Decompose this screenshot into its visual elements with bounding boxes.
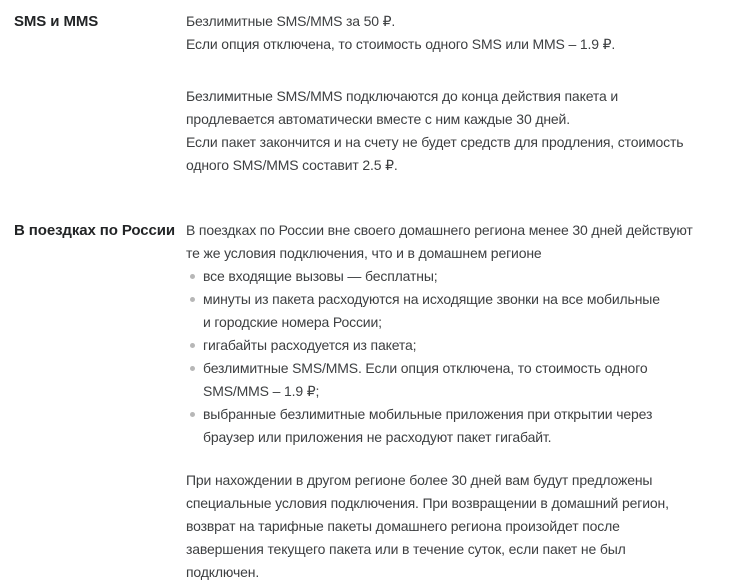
section-content-sms-mms bbox=[186, 10, 733, 177]
list-item bbox=[186, 403, 733, 449]
text-line: те же условия подключения, что и в домашнем регионе bbox=[186, 245, 542, 261]
section-content-travel-russia bbox=[186, 219, 733, 584]
text-line: Безлимитные SMS/MMS за 50 ₽. bbox=[186, 13, 396, 29]
text-line: Безлимитные SMS/MMS подключаются до конца действия пакета и bbox=[186, 88, 619, 104]
list-item bbox=[186, 288, 733, 334]
text-line: продлевается автоматически вместе с ним каждые 30 дней. bbox=[186, 111, 570, 127]
text-line: возврат на тарифные пакеты домашнего региона произойдет после bbox=[186, 518, 620, 534]
text-line: браузер или приложения не расходуют пакет гигабайт. bbox=[203, 429, 552, 445]
list-item bbox=[186, 357, 733, 403]
text-line: гигабайты расходуется из пакета; bbox=[203, 337, 417, 353]
section-sms-mms bbox=[14, 10, 733, 177]
text-line: безлимитные SMS/MMS. Если опция отключена, то стоимость одного bbox=[203, 360, 648, 376]
section-heading-travel-russia: В поездках по России bbox=[14, 222, 176, 239]
travel-conditions-list bbox=[186, 265, 733, 449]
text-line: SMS/MMS – 1.9 ₽; bbox=[203, 383, 320, 399]
text-line: подключен. bbox=[186, 564, 260, 580]
text-line: завершения текущего пакета или в течение суток, если пакет не был bbox=[186, 541, 626, 557]
paragraph-sms-renewal bbox=[186, 85, 733, 177]
bullet-dot-icon bbox=[190, 412, 195, 417]
paragraph-travel-outro bbox=[186, 469, 733, 584]
list-item bbox=[186, 265, 733, 288]
list-item bbox=[186, 334, 733, 357]
text-line: При нахождении в другом регионе более 30 дней вам будут предложены bbox=[186, 472, 653, 488]
text-line: все входящие вызовы — бесплатны; bbox=[203, 268, 438, 284]
bullet-dot-icon bbox=[190, 274, 195, 279]
paragraph-sms-price bbox=[186, 10, 733, 56]
text-line: и городские номера России; bbox=[203, 314, 382, 330]
text-line: Если пакет закончится и на счету не будет средств для продления, стоимость bbox=[186, 134, 684, 150]
section-heading-sms-mms: SMS и MMS bbox=[14, 13, 99, 30]
bullet-dot-icon bbox=[190, 343, 195, 348]
text-line: выбранные безлимитные мобильные приложения при открытии через bbox=[203, 406, 653, 422]
text-line: минуты из пакета расходуются на исходящие звонки на все мобильные bbox=[203, 291, 660, 307]
text-line: одного SMS/MMS составит 2.5 ₽. bbox=[186, 157, 398, 173]
text-line: специальные условия подключения. При возвращении в домашний регион, bbox=[186, 495, 669, 511]
section-travel-russia bbox=[14, 219, 733, 584]
bullet-dot-icon bbox=[190, 297, 195, 302]
text-line: В поездках по России вне своего домашнего региона менее 30 дней действуют bbox=[186, 222, 693, 238]
bullet-dot-icon bbox=[190, 366, 195, 371]
text-line: Если опция отключена, то стоимость одного SMS или MMS – 1.9 ₽. bbox=[186, 36, 616, 52]
paragraph-travel-intro bbox=[186, 219, 733, 265]
